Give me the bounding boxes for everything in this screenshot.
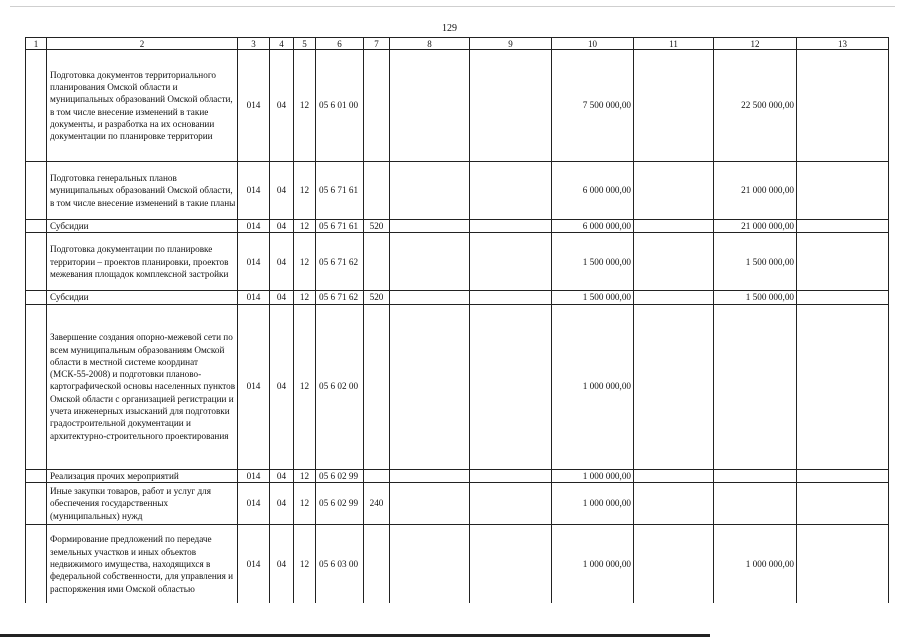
amount-cell — [714, 304, 797, 469]
row-name-cell: Субсидии — [47, 220, 238, 233]
subsection-cell: 12 — [294, 524, 316, 603]
section-cell: 04 — [270, 291, 294, 304]
expense-type-cell — [364, 233, 390, 291]
page-number: 129 — [442, 23, 457, 34]
target-article-cell: 05 6 71 61 — [316, 162, 364, 220]
column-number: 2 — [47, 38, 238, 50]
column-number: 7 — [364, 38, 390, 50]
amount-cell: 1 500 000,00 — [714, 233, 797, 291]
table-row — [26, 50, 889, 162]
col11-cell — [634, 220, 714, 233]
col13-cell — [797, 220, 889, 233]
col9-cell — [470, 291, 552, 304]
admin-code-cell: 014 — [238, 162, 270, 220]
amount-cell: 1 000 000,00 — [714, 524, 797, 603]
col9-cell — [470, 469, 552, 482]
table-row — [26, 233, 889, 291]
col11-cell — [634, 162, 714, 220]
col13-cell — [797, 291, 889, 304]
target-article-cell: 05 6 71 62 — [316, 233, 364, 291]
table-row — [26, 220, 889, 233]
amount-cell — [714, 469, 797, 482]
col8-cell — [390, 220, 470, 233]
amount-cell: 1 500 000,00 — [552, 233, 634, 291]
expense-type-cell — [364, 162, 390, 220]
column-number: 4 — [270, 38, 294, 50]
admin-code-cell: 014 — [238, 469, 270, 482]
column-number: 5 — [294, 38, 316, 50]
col13-cell — [797, 50, 889, 162]
expense-type-cell — [364, 524, 390, 603]
col13-cell — [797, 233, 889, 291]
col8-cell — [390, 50, 470, 162]
subsection-cell: 12 — [294, 50, 316, 162]
col8-cell — [390, 162, 470, 220]
col8-cell — [390, 291, 470, 304]
section-cell: 04 — [270, 304, 294, 469]
target-article-cell: 05 6 02 99 — [316, 469, 364, 482]
table-row — [26, 482, 889, 524]
column-number: 6 — [316, 38, 364, 50]
scan-bottom-edge — [0, 634, 710, 637]
col13-cell — [797, 524, 889, 603]
row-number-cell — [26, 482, 47, 524]
col11-cell — [634, 291, 714, 304]
row-name-cell: Формирование предложений по передаче земельных участков и иных объектов недвижимого имущества, находящихся в федеральной собственности, для управления и распоряжения ими Омской областью — [47, 524, 238, 603]
table-row — [26, 524, 889, 603]
table-row — [26, 162, 889, 220]
row-name-cell: Подготовка документации по планировке территории – проектов планировки, проектов межевания площадок комплексной застройки — [47, 233, 238, 291]
expense-type-cell: 240 — [364, 482, 390, 524]
subsection-cell: 12 — [294, 482, 316, 524]
row-number-cell — [26, 469, 47, 482]
col11-cell — [634, 304, 714, 469]
amount-cell: 21 000 000,00 — [714, 220, 797, 233]
section-cell: 04 — [270, 233, 294, 291]
expense-type-cell: 520 — [364, 220, 390, 233]
column-number-row — [26, 38, 889, 50]
row-name-cell: Иные закупки товаров, работ и услуг для обеспечения государственных (муниципальных) нужд — [47, 482, 238, 524]
section-cell: 04 — [270, 524, 294, 603]
row-number-cell — [26, 233, 47, 291]
col9-cell — [470, 304, 552, 469]
row-number-cell — [26, 50, 47, 162]
section-cell: 04 — [270, 220, 294, 233]
column-number: 9 — [470, 38, 552, 50]
table-row — [26, 304, 889, 469]
target-article-cell: 05 6 03 00 — [316, 524, 364, 603]
amount-cell: 1 500 000,00 — [552, 291, 634, 304]
col13-cell — [797, 304, 889, 469]
col11-cell — [634, 482, 714, 524]
expense-type-cell: 520 — [364, 291, 390, 304]
amount-cell: 1 000 000,00 — [552, 469, 634, 482]
expense-type-cell — [364, 469, 390, 482]
subsection-cell: 12 — [294, 304, 316, 469]
col9-cell — [470, 524, 552, 603]
row-name-cell: Реализация прочих мероприятий — [47, 469, 238, 482]
subsection-cell: 12 — [294, 220, 316, 233]
col11-cell — [634, 469, 714, 482]
col9-cell — [470, 220, 552, 233]
scan-top-edge — [10, 6, 895, 7]
target-article-cell: 05 6 71 62 — [316, 291, 364, 304]
col8-cell — [390, 304, 470, 469]
row-name-cell: Субсидии — [47, 291, 238, 304]
amount-cell: 1 000 000,00 — [552, 304, 634, 469]
row-name-cell: Подготовка документов территориального планирования Омской области и муниципальных образований Омской области, в том числе внесение изменений в такие документы, и разработка на их основании документации по планировке территории — [47, 50, 238, 162]
amount-cell: 7 500 000,00 — [552, 50, 634, 162]
amount-cell: 1 000 000,00 — [552, 524, 634, 603]
column-number: 11 — [634, 38, 714, 50]
budget-table — [25, 37, 889, 603]
amount-cell: 6 000 000,00 — [552, 220, 634, 233]
expense-type-cell — [364, 50, 390, 162]
column-number: 1 — [26, 38, 47, 50]
column-number: 10 — [552, 38, 634, 50]
column-number: 13 — [797, 38, 889, 50]
col11-cell — [634, 524, 714, 603]
column-number: 8 — [390, 38, 470, 50]
admin-code-cell: 014 — [238, 304, 270, 469]
admin-code-cell: 014 — [238, 524, 270, 603]
subsection-cell: 12 — [294, 469, 316, 482]
col8-cell — [390, 233, 470, 291]
target-article-cell: 05 6 02 00 — [316, 304, 364, 469]
target-article-cell: 05 6 01 00 — [316, 50, 364, 162]
col9-cell — [470, 50, 552, 162]
column-number: 12 — [714, 38, 797, 50]
col9-cell — [470, 233, 552, 291]
col13-cell — [797, 162, 889, 220]
col9-cell — [470, 482, 552, 524]
section-cell: 04 — [270, 482, 294, 524]
col13-cell — [797, 469, 889, 482]
row-number-cell — [26, 162, 47, 220]
admin-code-cell: 014 — [238, 50, 270, 162]
section-cell: 04 — [270, 469, 294, 482]
row-name-cell: Завершение создания опорно-межевой сети по всем муниципальным образованиям Омской области в местной системе координат (МСК-55-2008) и подготовки планово-картографической основы населенных пунктов Омской области с организацией регистрации и учета инженерных изысканий для подготовки градостроительной документации и архитектурно-строительного проектирования — [47, 304, 238, 469]
row-name-cell: Подготовка генеральных планов муниципальных образований Омской области, в том числе внесение изменений в такие планы — [47, 162, 238, 220]
column-number: 3 — [238, 38, 270, 50]
row-number-cell — [26, 291, 47, 304]
amount-cell: 1 000 000,00 — [552, 482, 634, 524]
row-number-cell — [26, 304, 47, 469]
admin-code-cell: 014 — [238, 220, 270, 233]
row-number-cell — [26, 524, 47, 603]
amount-cell: 21 000 000,00 — [714, 162, 797, 220]
amount-cell: 6 000 000,00 — [552, 162, 634, 220]
amount-cell — [714, 482, 797, 524]
col8-cell — [390, 524, 470, 603]
admin-code-cell: 014 — [238, 233, 270, 291]
table-row — [26, 291, 889, 304]
col8-cell — [390, 482, 470, 524]
subsection-cell: 12 — [294, 291, 316, 304]
target-article-cell: 05 6 02 99 — [316, 482, 364, 524]
section-cell: 04 — [270, 162, 294, 220]
col11-cell — [634, 50, 714, 162]
amount-cell: 22 500 000,00 — [714, 50, 797, 162]
subsection-cell: 12 — [294, 233, 316, 291]
col13-cell — [797, 482, 889, 524]
admin-code-cell: 014 — [238, 482, 270, 524]
table-row — [26, 469, 889, 482]
col9-cell — [470, 162, 552, 220]
amount-cell: 1 500 000,00 — [714, 291, 797, 304]
row-number-cell — [26, 220, 47, 233]
target-article-cell: 05 6 71 61 — [316, 220, 364, 233]
section-cell: 04 — [270, 50, 294, 162]
col8-cell — [390, 469, 470, 482]
expense-type-cell — [364, 304, 390, 469]
subsection-cell: 12 — [294, 162, 316, 220]
col11-cell — [634, 233, 714, 291]
admin-code-cell: 014 — [238, 291, 270, 304]
